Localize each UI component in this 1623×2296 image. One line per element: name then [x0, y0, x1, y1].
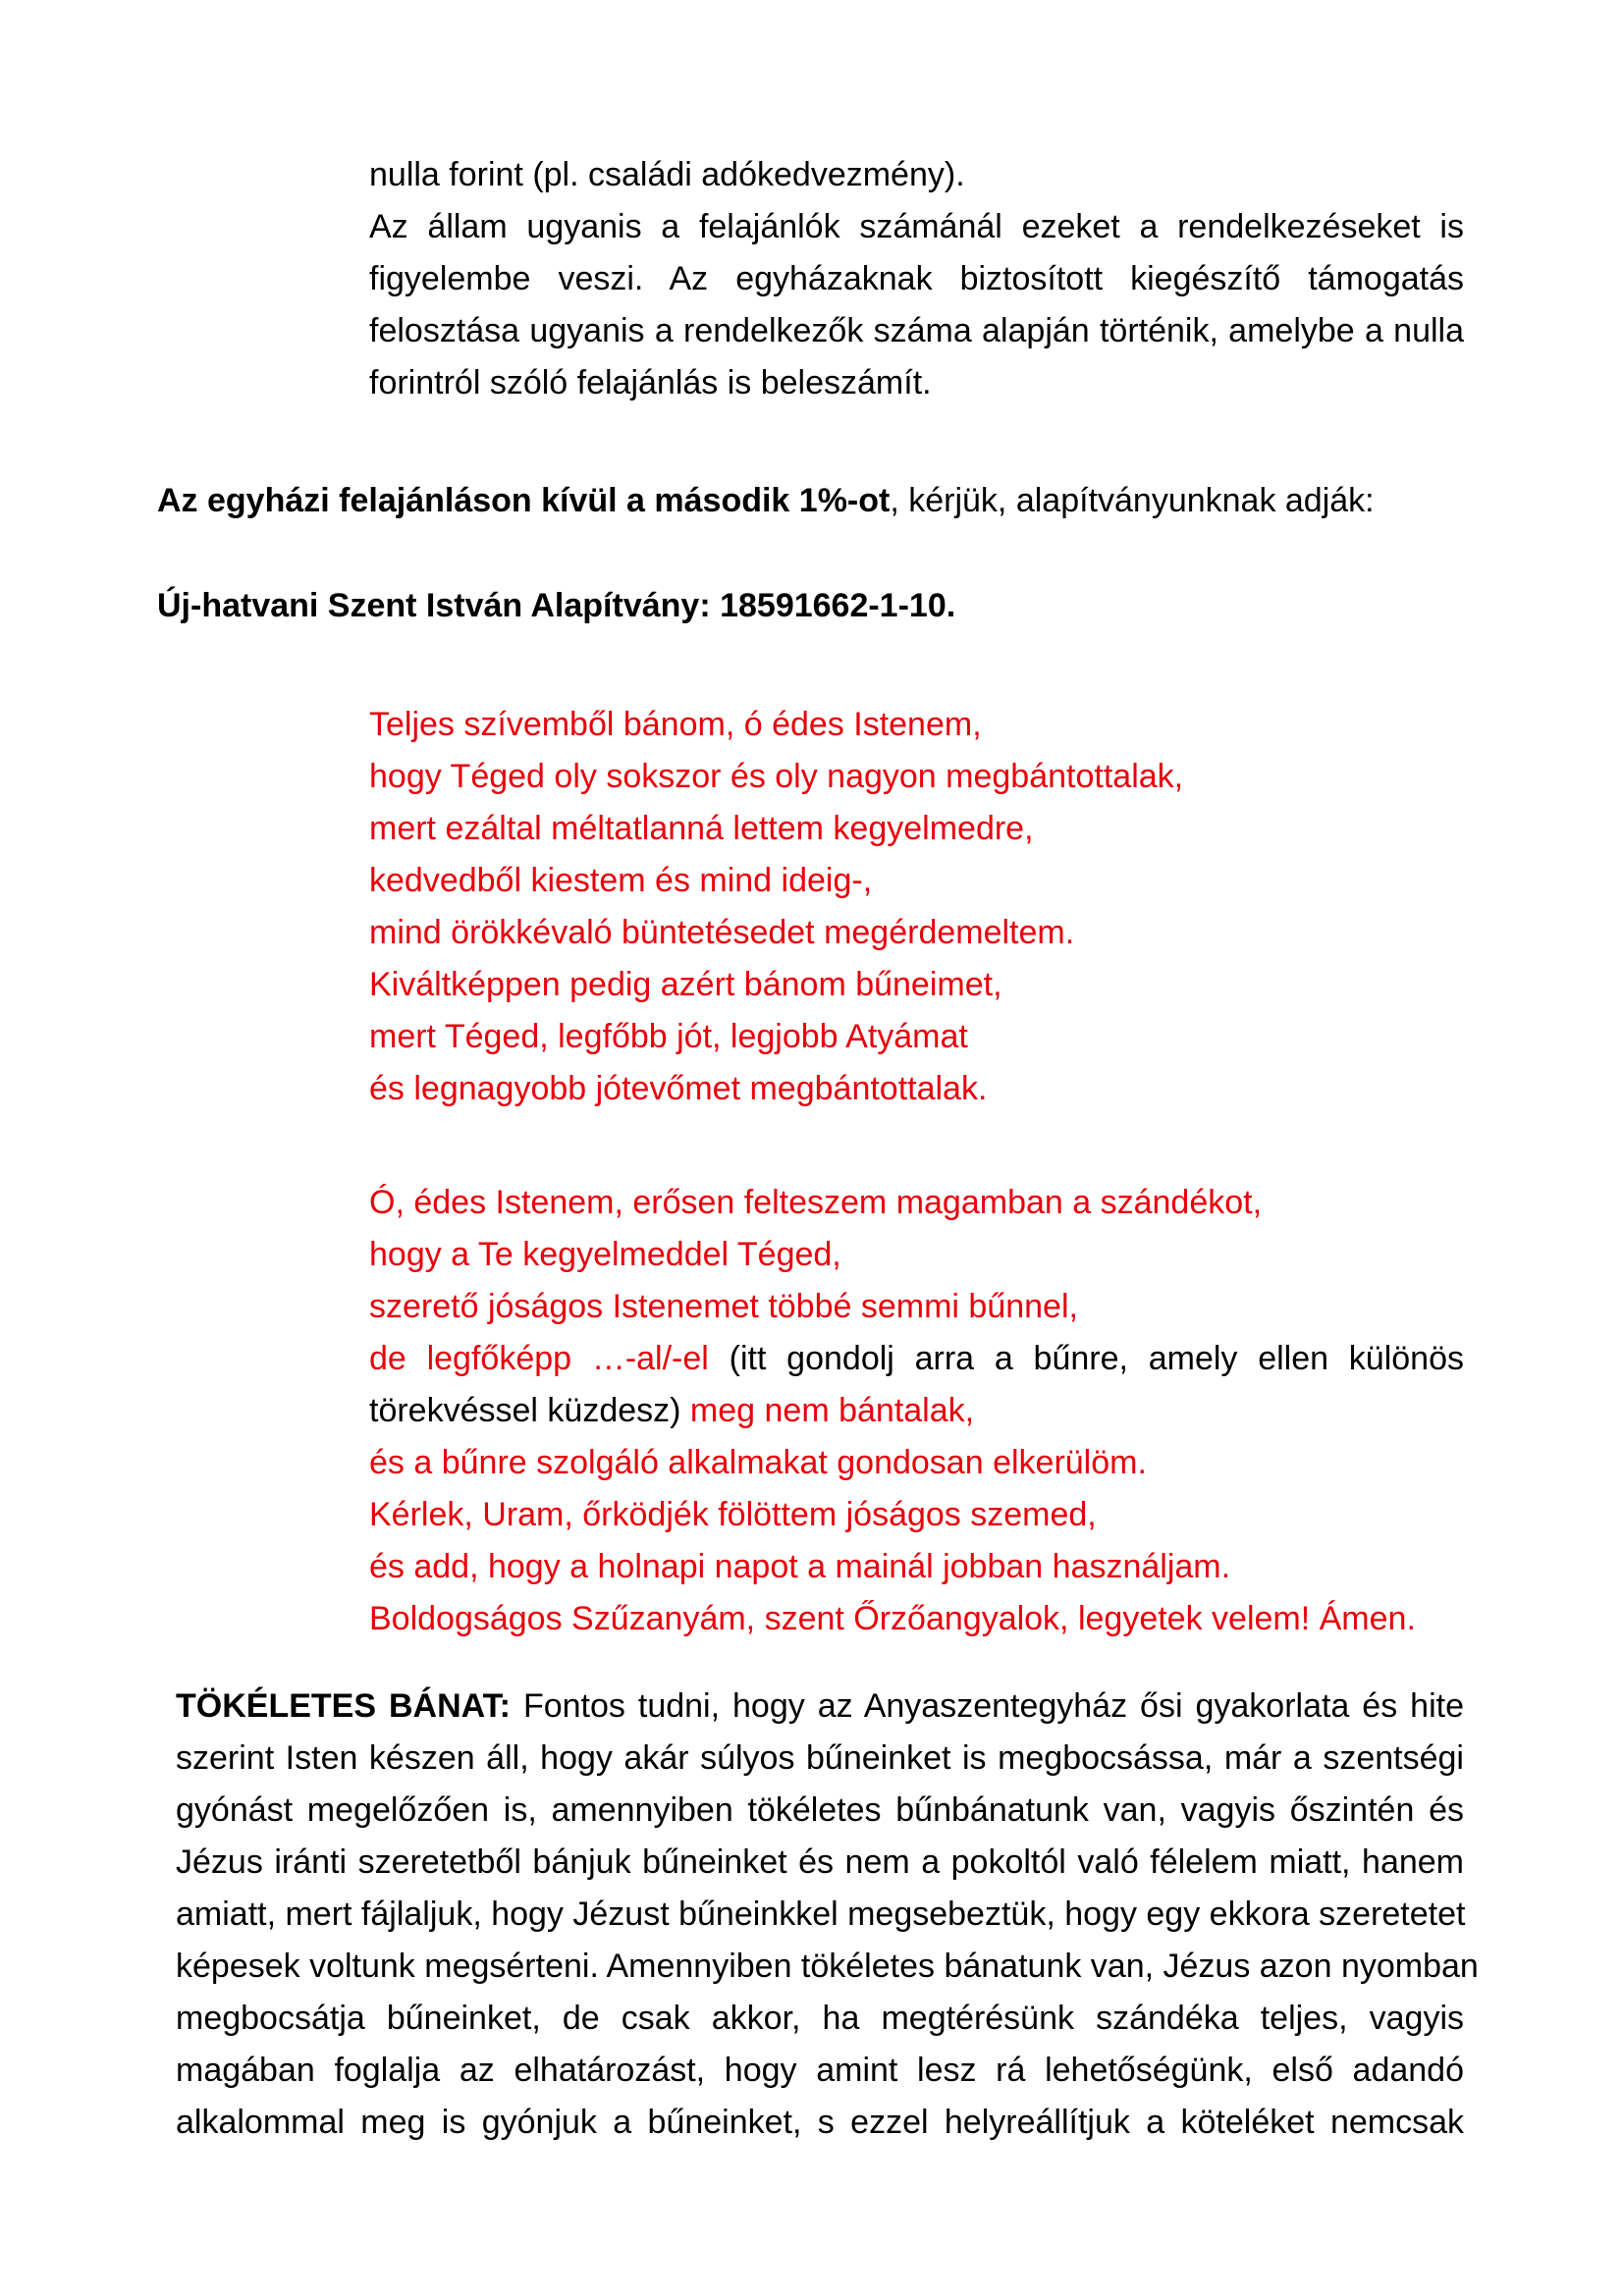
text-line: amiatt, mert fájlaljuk, hogy Jézust bűneinkkel megsebeztük, hogy egy ekkora szeretetet [176, 1896, 1466, 1933]
text-line: szerint Isten készen áll, hogy akár súlyos bűneinket is megbocsássa, már a szentségi [176, 1739, 1464, 1777]
text-line: Jézus iránti szeretetből bánjuk bűneinket és nem a pokoltól való félelem miatt, hanem [176, 1843, 1464, 1881]
text-line: figyelembe veszi. Az egyházaknak biztosított kiegészítő támogatás [369, 260, 1464, 297]
prayer-line: Boldogságos Szűzanyám, szent Őrzőangyalok, legyetek velem! Ámen. [369, 1600, 1416, 1637]
prayer-line: és legnagyobb jótevőmet megbántottalak. [369, 1070, 988, 1107]
prayer-line-mixed [369, 1385, 1464, 1437]
donation-request-rest: , kérjük, alapítványunknak adják: [890, 482, 1375, 519]
prayer-red-text: meg nem bántalak, [689, 1392, 975, 1429]
foundation-info [157, 580, 955, 632]
text-line [176, 1681, 1464, 1733]
text-line: alkalommal meg is gyónjuk a bűneinket, s ezzel helyreállítjuk a köteléket nemcsak [176, 2104, 1464, 2141]
text-line: gyónást megelőzően is, amennyiben tökéletes bűnbánatunk van, vagyis őszintén és [176, 1791, 1464, 1829]
prayer-line: mind örökkévaló büntetésedet megérdemeltem. [369, 914, 1075, 951]
perfect-contrition-paragraph [176, 1681, 1479, 2149]
donation-request-bold: Az egyházi felajánláson kívül a második 1%-ot [157, 482, 891, 519]
prayer-line: és a bűnre szolgáló alkalmakat gondosan elkerülöm. [369, 1444, 1147, 1481]
prayer-line: Kérlek, Uram, őrködjék fölöttem jóságos szemed, [369, 1496, 1097, 1533]
prayer-line: kedvedből kiestem és mind ideig-, [369, 862, 873, 899]
prayer-line: és add, hogy a holnapi napot a mainál jobban használjam. [369, 1548, 1231, 1585]
prayer-line: Teljes szívemből bánom, ó édes Istenem, [369, 706, 982, 743]
prayer-line: Ó, édes Istenem, erősen felteszem magamban a szándékot, [369, 1184, 1263, 1221]
prayer-line-mixed [369, 1333, 1464, 1385]
prayer-instruction-text: (itt gondolj arra a bűnre, amely ellen különös [729, 1340, 1465, 1377]
foundation-text: Új-hatvani Szent István Alapítvány: 18591662-1-10. [157, 587, 956, 624]
text-line: felosztása ugyanis a rendelkezők száma alapján történik, amelybe a nulla [369, 312, 1464, 349]
text-line: forintról szóló felajánlás is beleszámít. [369, 364, 932, 401]
donation-request [157, 475, 1375, 527]
top-paragraph [369, 149, 1464, 409]
prayer-red-text: de legfőképp …-al/-el [369, 1340, 709, 1377]
text-line: magában foglalja az elhatározást, hogy amint lesz rá lehetőségünk, első adandó [176, 2052, 1464, 2089]
text-line: nulla forint (pl. családi adókedvezmény). [369, 156, 965, 193]
contrition-prayer [369, 699, 1464, 1115]
prayer-line: hogy a Te kegyelmeddel Téged, [369, 1236, 841, 1273]
prayer-line: mert Téged, legfőbb jót, legjobb Atyámat [369, 1018, 968, 1055]
prayer-line: szerető jóságos Istenemet többé semmi bűnnel, [369, 1288, 1078, 1325]
prayer-instruction-text: törekvéssel küzdesz) [369, 1392, 681, 1429]
text-line: megbocsátja bűneinket, de csak akkor, ha megtérésünk szándéka teljes, vagyis [176, 2000, 1464, 2037]
prayer-line: Kiváltképpen pedig azért bánom bűneimet, [369, 966, 1002, 1003]
resolution-prayer [369, 1177, 1464, 1645]
text-line: képesek voltunk megsérteni. Amennyiben tökéletes bánatunk van, Jézus azon nyomban [176, 1948, 1479, 1985]
prayer-line: mert ezáltal méltatlanná lettem kegyelmedre, [369, 810, 1034, 847]
section-heading: TÖKÉLETES BÁNAT: [176, 1687, 511, 1725]
text-span: Fontos tudni, hogy az Anyaszentegyház ősi gyakorlata és hite [522, 1687, 1464, 1725]
text-line: Az állam ugyanis a felajánlók számánál ezeket a rendelkezéseket is [369, 208, 1464, 245]
prayer-line: hogy Téged oly sokszor és oly nagyon megbántottalak, [369, 758, 1184, 795]
